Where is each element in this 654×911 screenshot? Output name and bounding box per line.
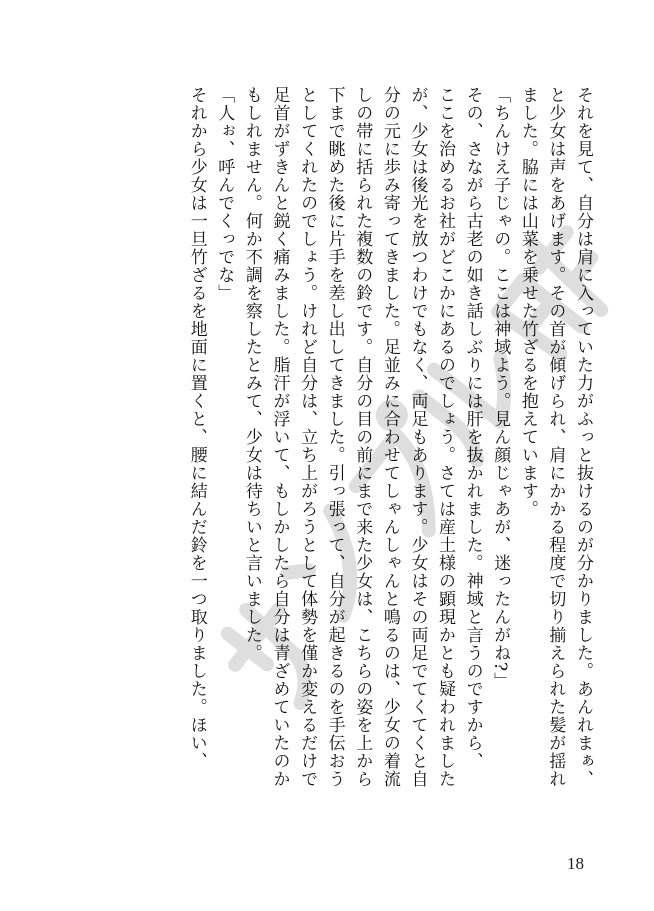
text-line: ました。脇には山菜を乗せた竹ざるを抱えています。	[517, 86, 538, 518]
text-line: 下まで眺めた後に片手を差し出してきました。引っ張って、自分が起きるのを手伝おう	[324, 86, 345, 788]
text-line: その、さながら古老の如き話しぶりには肝を抜かれました。神域と言うのですから、	[462, 86, 483, 770]
dialogue-line: 「人ぉ、呼んでくっでな」	[214, 86, 235, 302]
text-line: 足首がずきんと鋭く痛みました。脂汗が浮いて、もしかしたら自分は青ざめていたのか	[269, 86, 290, 788]
text-line: しの帯に括られた複数の鈴です。自分の目の前にまで来た少女は、こちらの姿を上から	[352, 86, 373, 788]
text-line: 分の元に歩み寄ってきました。足並みに合わせてしゃんしゃんと鳴るのは、少女の着流	[379, 86, 400, 788]
vertical-text-body	[182, 86, 596, 851]
text-line: ここを治めるお社がどこかにあるのでしょう。さては産土様の顕現かとも疑われました	[435, 86, 456, 788]
text-line: と少女は声をあげます。その首が傾げられ、肩にかかる程度で切り揃えられた髪が揺れ	[545, 86, 566, 788]
text-line: が、少女は後光を放つわけでもなく、両足もあります。少女はその両足でてくてくと自	[407, 86, 428, 788]
text-line: それから少女は一旦竹ざるを地面に置くと、腰に結んだ鈴を一つ取りました。ほい、	[186, 86, 207, 770]
text-line: としてくれたのでしょう。けれど自分は、立ち上がろうとして体勢を僅か変えるだけで	[297, 86, 318, 788]
text-line: もしれません。何か不調を察したとみて、少女は待ちいと言いました。	[241, 86, 262, 662]
dialogue-line: 「ちんけえ子じゃの。ここは神域よう。見ん顔じゃあが、迷ったんがね?」	[490, 86, 511, 691]
page-number: 18	[567, 854, 584, 873]
text-line: それを見て、自分は肩に入っていた力がふっと抜けるのが分かりました。あんれまぁ、	[573, 86, 593, 788]
